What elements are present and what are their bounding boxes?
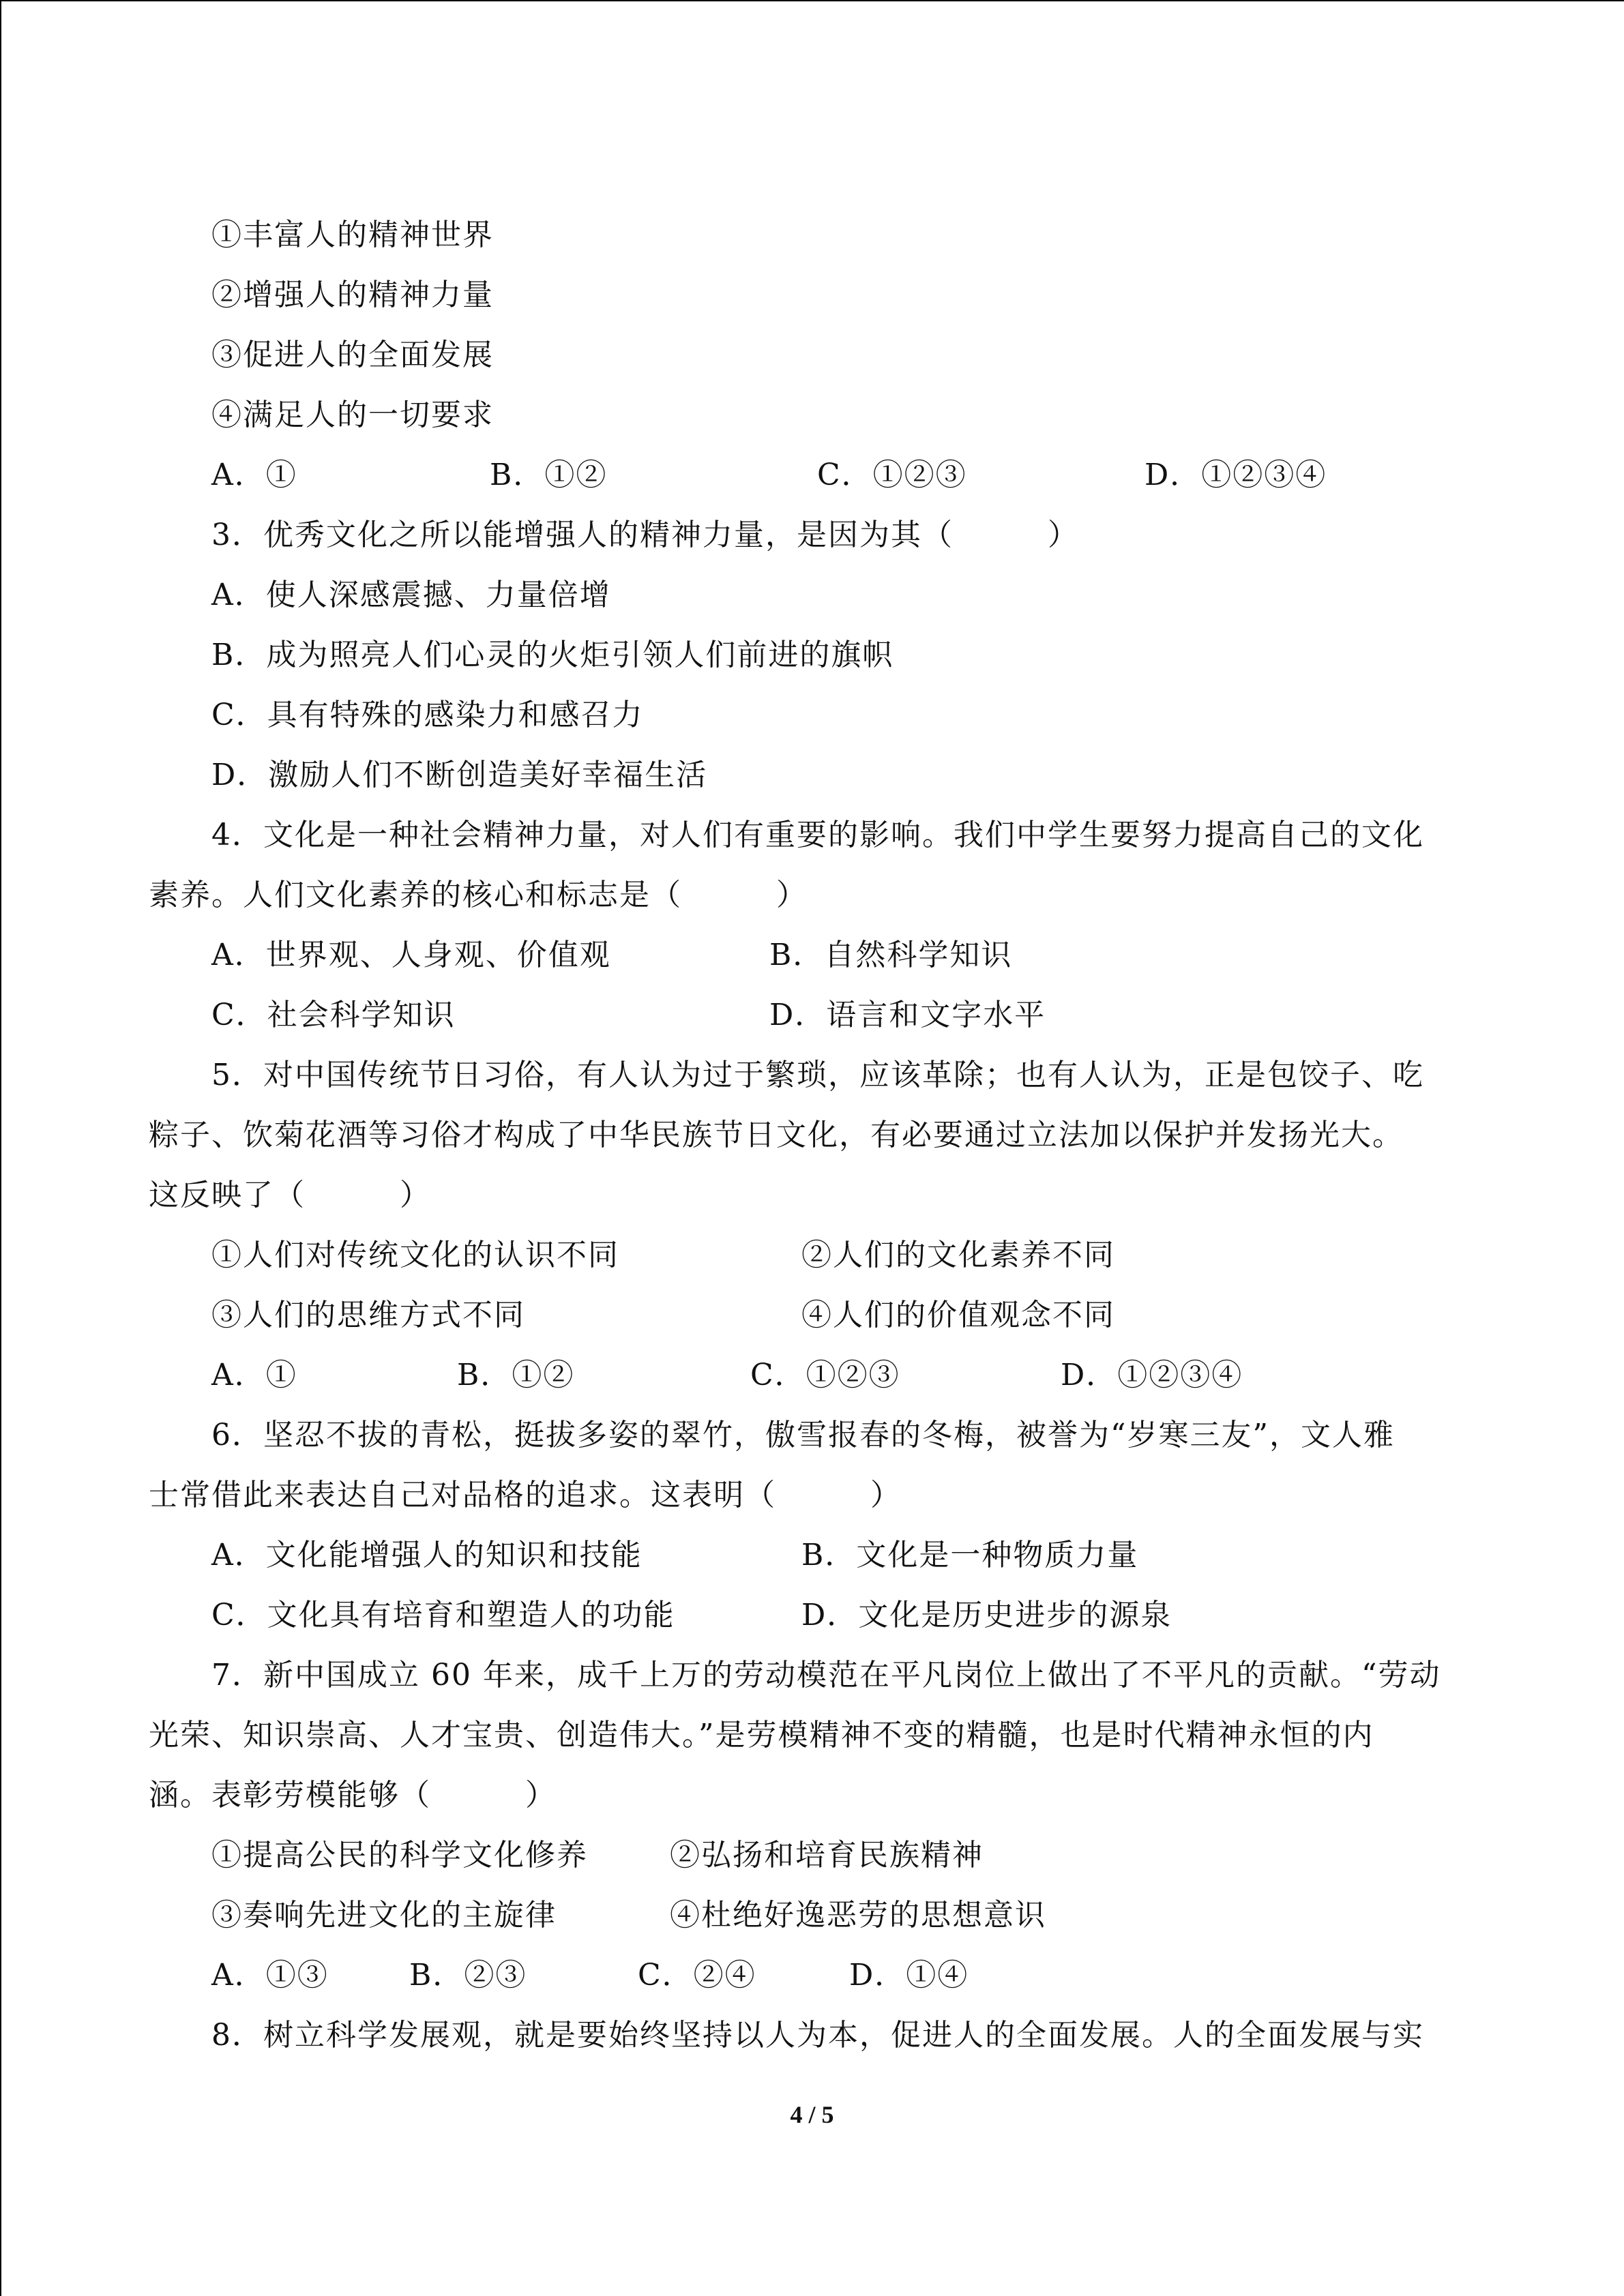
- q4-options-row-1: [0, 935, 1624, 976]
- q6-options-row-2: [0, 1595, 1624, 1636]
- q5-stem-line-3: 这反映了（ ）: [149, 1178, 431, 1212]
- q5-item-2: ②人们的文化素养不同: [801, 1238, 1115, 1272]
- q2-option-a: A．①: [211, 458, 297, 492]
- q6-option-c: C．文化具有培育和塑造人的功能: [211, 1598, 675, 1632]
- q5-items-row-1: [0, 1235, 1624, 1276]
- q6-stem-line-1: 6．坚忍不拔的青松，挺拔多姿的翠竹，傲雪报春的冬梅，被誉为“岁寒三友”，文人雅: [211, 1418, 1395, 1452]
- q4-stem-line-1: 4．文化是一种社会精神力量，对人们有重要的影响。我们中学生要努力提高自己的文化: [211, 818, 1424, 852]
- page-number: 4 / 5: [790, 2101, 834, 2128]
- q5-option-c: C．①②③: [750, 1358, 900, 1392]
- q7-item-4: ④杜绝好逸恶劳的思想意识: [670, 1898, 1046, 1933]
- q5-item-4: ④人们的价值观念不同: [801, 1298, 1115, 1332]
- q7-items-row-1: [0, 1835, 1624, 1876]
- q7-option-b: B．②③: [409, 1958, 527, 1993]
- q7-stem-line-1: 7．新中国成立 60 年来，成千上万的劳动模范在平凡岗位上做出了不平凡的贡献。“劳动: [211, 1658, 1441, 1693]
- q5-item-1: ①人们对传统文化的认识不同: [211, 1238, 619, 1272]
- q6-option-a: A．文化能增强人的知识和技能: [211, 1538, 643, 1572]
- q8-stem-line-1: 8．树立科学发展观，就是要始终坚持以人为本，促进人的全面发展。人的全面发展与实: [211, 2018, 1424, 2053]
- q4-option-b: B．自然科学知识: [769, 938, 1013, 972]
- q5-items-row-2: [0, 1295, 1624, 1336]
- q7-stem-line-2: 光荣、知识崇高、人才宝贵、创造伟大。”是劳模精神不变的精髓，也是时代精神永恒的内: [149, 1718, 1374, 1753]
- q6-option-b: B．文化是一种物质力量: [801, 1538, 1139, 1572]
- q5-options: [0, 1355, 1624, 1396]
- q6-options-row-1: [0, 1535, 1624, 1576]
- q5-stem-line-1: 5．对中国传统节日习俗，有人认为过于繁琐，应该革除；也有人认为，正是包饺子、吃: [211, 1058, 1424, 1092]
- q5-option-b: B．①②: [457, 1358, 575, 1392]
- q7-item-3: ③奏响先进文化的主旋律: [211, 1898, 557, 1933]
- q7-options: [0, 1955, 1624, 1996]
- q7-items-row-2: [0, 1895, 1624, 1936]
- q6-stem-line-2: 士常借此来表达自己对品格的追求。这表明（ ）: [149, 1478, 902, 1512]
- q7-option-a: A．①③: [211, 1958, 329, 1993]
- q5-option-a: A．①: [211, 1358, 297, 1392]
- q5-stem-line-2: 粽子、饮菊花酒等习俗才构成了中华民族节日文化，有必要通过立法加以保护并发扬光大。: [149, 1118, 1404, 1152]
- q2-item-4: ④满足人的一切要求: [211, 398, 494, 432]
- q2-option-b: B．①②: [490, 458, 608, 492]
- q2-options: [0, 455, 1624, 496]
- q4-stem-line-2: 素养。人们文化素养的核心和标志是（ ）: [149, 878, 808, 912]
- q3-option-d: D．激励人们不断创造美好幸福生活: [211, 758, 708, 792]
- q5-option-d: D．①②③④: [1061, 1358, 1243, 1392]
- q7-option-d: D．①④: [849, 1958, 969, 1993]
- q2-item-2: ②增强人的精神力量: [211, 278, 494, 312]
- q3-option-b: B．成为照亮人们心灵的火炬引领人们前进的旗帜: [211, 638, 894, 672]
- q7-option-c: C．②④: [638, 1958, 756, 1993]
- q3-option-a: A．使人深感震撼、力量倍增: [211, 578, 611, 612]
- q4-options-row-2: [0, 995, 1624, 1036]
- q2-option-c: C．①②③: [817, 458, 967, 492]
- q3-option-c: C．具有特殊的感染力和感召力: [211, 698, 644, 732]
- q2-item-3: ③促进人的全面发展: [211, 338, 494, 372]
- q2-option-d: D．①②③④: [1145, 458, 1327, 492]
- q4-option-a: A．世界观、人身观、价值观: [211, 938, 611, 972]
- q2-item-1: ①丰富人的精神世界: [211, 218, 494, 252]
- q5-item-3: ③人们的思维方式不同: [211, 1298, 525, 1332]
- q3-stem: 3．优秀文化之所以能增强人的精神力量，是因为其（ ）: [211, 518, 1079, 552]
- q7-item-2: ②弘扬和培育民族精神: [670, 1838, 984, 1873]
- q4-option-d: D．语言和文字水平: [769, 998, 1046, 1032]
- q7-item-1: ①提高公民的科学文化修养: [211, 1838, 588, 1873]
- q7-stem-line-3: 涵。表彰劳模能够（ ）: [149, 1778, 557, 1813]
- q4-option-c: C．社会科学知识: [211, 998, 456, 1032]
- q6-option-d: D．文化是历史进步的源泉: [801, 1598, 1172, 1632]
